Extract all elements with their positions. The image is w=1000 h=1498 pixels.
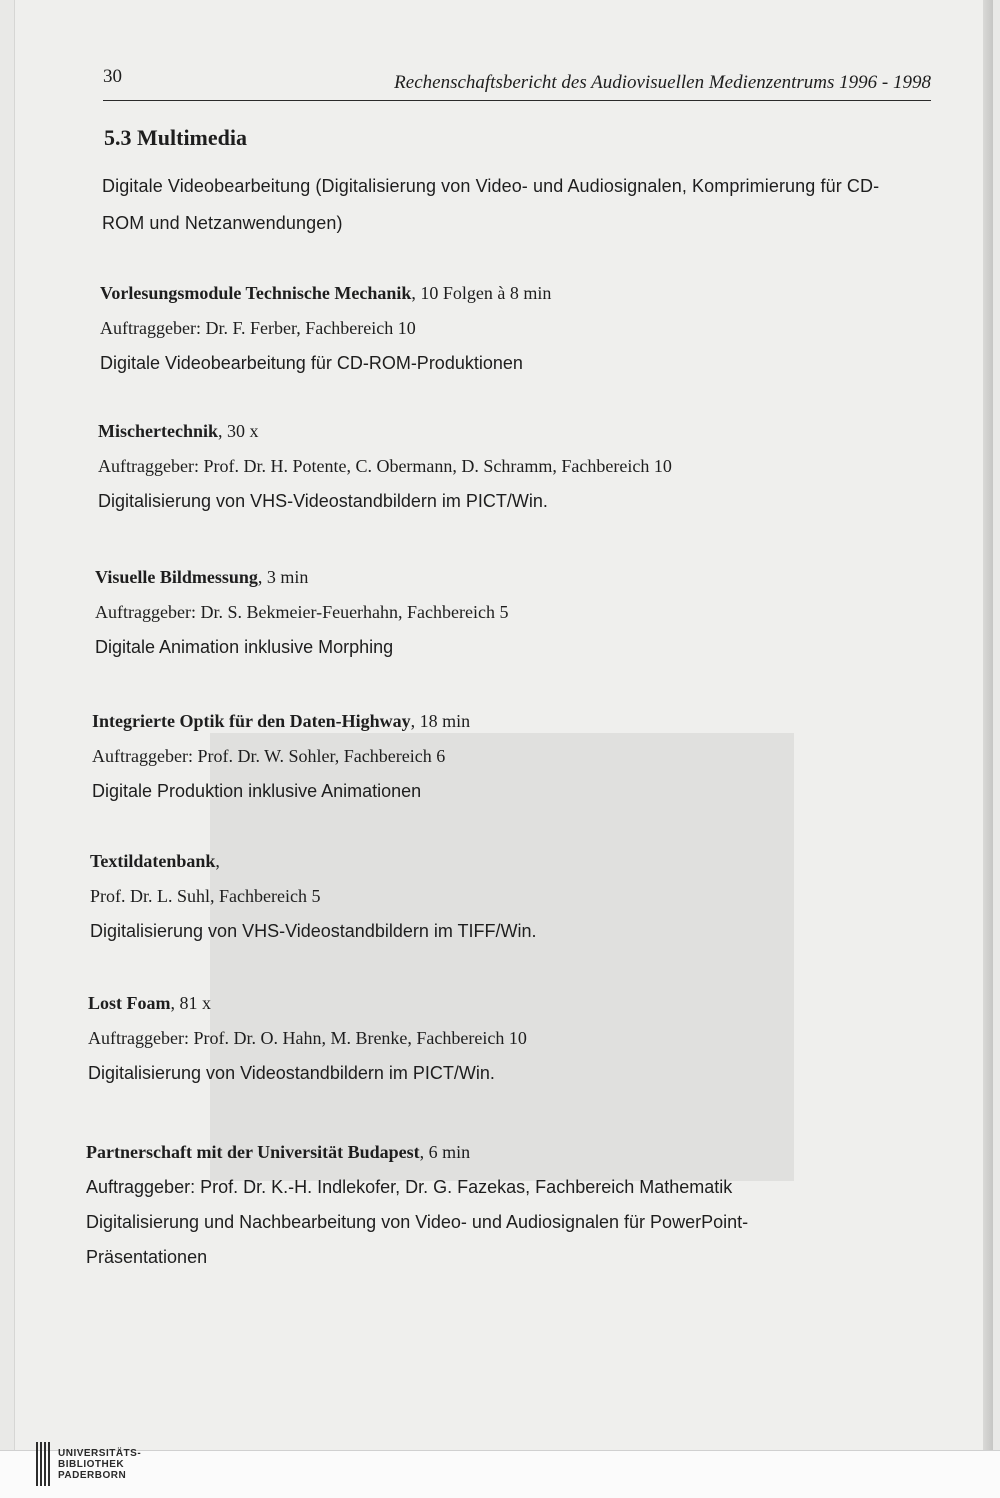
logo-line-2: BIBLIOTHEK bbox=[58, 1458, 125, 1470]
entry-textildatenbank bbox=[90, 844, 910, 949]
entry-heading-line bbox=[90, 844, 910, 879]
entry-description: Digitalisierung und Nachbearbeitung von Video- und Audiosignalen für PowerPoint- bbox=[86, 1212, 749, 1232]
entry-client: Auftraggeber: Prof. Dr. K.-H. Indlekofer, Dr. G. Fazekas, Fachbereich Mathematik bbox=[86, 1177, 733, 1197]
running-title: Rechenschaftsbericht des Audiovisuellen Medienzentrums 1996 - 1998 bbox=[394, 72, 931, 93]
entry-title: Mischertechnik bbox=[98, 421, 218, 441]
section-intro: Digitale Videobearbeitung (Digitalisierung von Video- und Audiosignalen, Komprimierung für CD-ROM und Netzanwendungen) bbox=[102, 176, 880, 233]
entry-client: Auftraggeber: Dr. S. Bekmeier-Feuerhahn, Fachbereich 5 bbox=[95, 602, 509, 622]
entry-title: Textildatenbank bbox=[90, 851, 216, 871]
entry-visuelle-bildmessung bbox=[95, 560, 915, 665]
page-number: 30 bbox=[103, 66, 122, 87]
entry-description: Digitalisierung von Videostandbildern im PICT/Win. bbox=[88, 1063, 495, 1083]
entry-heading-line bbox=[88, 986, 908, 1021]
entry-client: Auftraggeber: Prof. Dr. W. Sohler, Fachbereich 6 bbox=[92, 746, 446, 766]
entry-partnerschaft-budapest bbox=[86, 1135, 906, 1275]
entry-description: Digitalisierung von VHS-Videostandbildern im PICT/Win. bbox=[98, 491, 548, 511]
entry-suffix: , 3 min bbox=[257, 567, 309, 587]
entry-description: Digitale Videobearbeitung für CD-ROM-Produktionen bbox=[100, 353, 523, 373]
entry-title: Visuelle Bildmessung bbox=[95, 567, 258, 587]
entry-client: Prof. Dr. L. Suhl, Fachbereich 5 bbox=[90, 886, 321, 906]
entry-title: Partnerschaft mit der Universität Budapest bbox=[86, 1142, 420, 1162]
entry-mischertechnik bbox=[98, 414, 918, 519]
library-logo bbox=[36, 1442, 141, 1486]
entry-heading-line bbox=[100, 276, 920, 311]
entry-heading-line bbox=[95, 560, 915, 595]
footer-band bbox=[0, 1447, 1000, 1498]
entry-title: Integrierte Optik für den Daten-Highway bbox=[92, 711, 411, 731]
entry-heading-line bbox=[92, 704, 912, 739]
entry-suffix: , 30 x bbox=[217, 421, 259, 441]
logo-line-1: UNIVERSITÄTS- bbox=[58, 1447, 142, 1459]
entry-title: Vorlesungsmodule Technische Mechanik bbox=[100, 283, 412, 303]
entry-vorlesungsmodule bbox=[100, 276, 920, 381]
entry-client: Auftraggeber: Dr. F. Ferber, Fachbereich 10 bbox=[100, 318, 416, 338]
entry-suffix: , bbox=[215, 851, 220, 871]
entry-title: Lost Foam bbox=[88, 993, 171, 1013]
entry-client: Auftraggeber: Prof. Dr. O. Hahn, M. Brenke, Fachbereich 10 bbox=[88, 1028, 527, 1048]
entry-integrierte-optik bbox=[92, 704, 912, 809]
entry-heading-line bbox=[98, 414, 918, 449]
entry-description: Digitale Produktion inklusive Animationen bbox=[92, 781, 422, 801]
entry-suffix: , 6 min bbox=[419, 1142, 471, 1162]
library-logo-text bbox=[58, 1448, 141, 1481]
entry-lost-foam bbox=[88, 986, 908, 1091]
entry-suffix: , 18 min bbox=[410, 711, 471, 731]
entry-heading-line bbox=[86, 1135, 906, 1170]
entry-description: Digitalisierung von VHS-Videostandbildern im TIFF/Win. bbox=[90, 921, 537, 941]
section-heading: 5.3 Multimedia bbox=[104, 125, 247, 150]
entry-description-continuation: Präsentationen bbox=[86, 1247, 208, 1267]
running-header bbox=[103, 62, 931, 101]
entry-client: Auftraggeber: Prof. Dr. H. Potente, C. Obermann, D. Schramm, Fachbereich 10 bbox=[98, 456, 672, 476]
entry-description: Digitale Animation inklusive Morphing bbox=[95, 637, 394, 657]
entry-suffix: , 10 Folgen à 8 min bbox=[411, 283, 552, 303]
logo-line-3: PADERBORN bbox=[58, 1469, 127, 1481]
entry-suffix: , 81 x bbox=[170, 993, 211, 1013]
library-logo-bars-icon bbox=[36, 1442, 52, 1486]
page-edge-shadow bbox=[983, 0, 993, 1450]
